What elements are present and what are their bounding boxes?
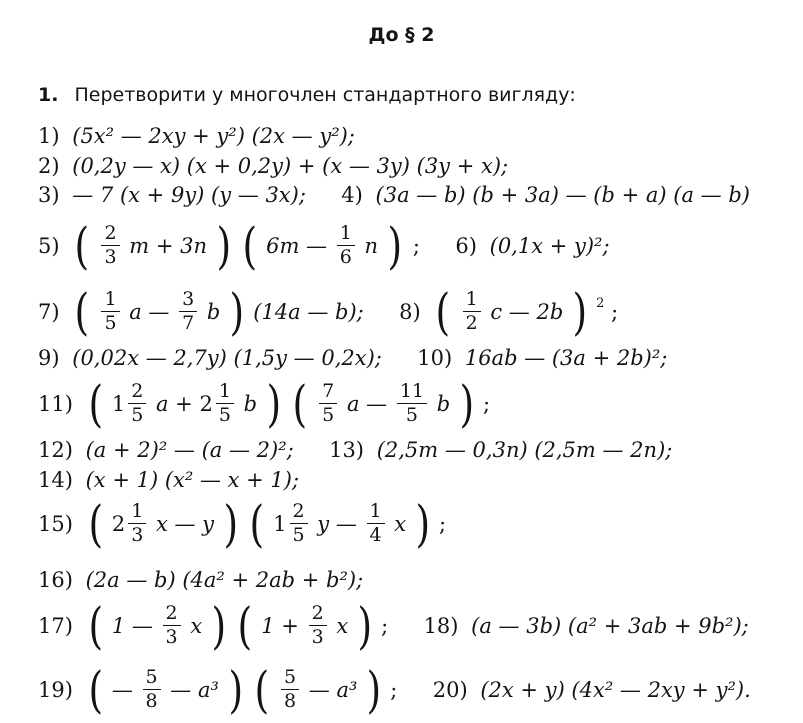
fraction: $\frac{1}{5}$	[101, 289, 119, 334]
item-8-end: ;	[611, 299, 619, 324]
section-title: До § 2	[368, 24, 435, 46]
item-4-number: 4)	[341, 182, 363, 207]
item-10-expression: 16ab — (3a + 2b)²;	[464, 345, 668, 370]
big-paren-open: (	[88, 660, 103, 719]
fraction: $\frac{11}{5}$	[397, 381, 427, 426]
item-8-exponent: 2	[596, 296, 605, 311]
exercise-line-11	[38, 566, 793, 592]
exercise-line-9	[38, 466, 793, 492]
item-12-number: 12)	[38, 437, 73, 462]
item-17-number: 17)	[38, 613, 73, 638]
item-3-expression: — 7 (x + 9y) (y — 3x);	[72, 182, 306, 207]
big-paren-open: (	[88, 596, 103, 655]
item-16-number: 16)	[38, 567, 73, 592]
item-19-end: ;	[390, 677, 398, 702]
item-7-part: b	[206, 299, 221, 324]
item-11-end: ;	[483, 391, 491, 416]
item-15-part: x	[394, 511, 407, 536]
item-11-part: a +	[155, 391, 193, 416]
mixed-number: 1 $\frac{2}{5}$	[112, 378, 149, 430]
item-8-part: c — 2b	[490, 299, 564, 324]
item-15-end: ;	[439, 511, 447, 536]
item-7-tail: (14a — b);	[253, 299, 364, 324]
big-paren-close: )	[223, 494, 238, 553]
item-5-number: 5)	[38, 233, 60, 258]
item-19-part: — a³	[308, 677, 358, 702]
fraction: $\frac{5}{8}$	[143, 667, 161, 712]
item-2-number: 2)	[38, 153, 60, 178]
big-paren-open: (	[435, 282, 451, 341]
big-paren-open: (	[88, 374, 103, 433]
item-17-part: x	[336, 613, 349, 638]
item-12-expression: (a + 2)² — (a — 2)²;	[85, 437, 294, 462]
big-paren-close: )	[266, 374, 281, 433]
big-paren-open: (	[74, 282, 90, 341]
exercise-line-3	[38, 181, 793, 207]
big-paren-close: )	[387, 216, 402, 275]
item-17-part: 1 +	[261, 613, 299, 638]
item-8-number: 8)	[399, 299, 421, 324]
item-10-number: 10)	[417, 345, 453, 370]
item-7-number: 7)	[38, 299, 60, 324]
item-11-part: b	[436, 391, 451, 416]
mixed-number: 2 $\frac{1}{5}$	[199, 378, 236, 430]
fraction: $\frac{3}{7}$	[179, 289, 197, 334]
item-6-number: 6)	[455, 233, 477, 258]
item-1-expression: (5x² — 2xy + y²) (2x — y²);	[72, 123, 355, 148]
item-14-number: 14)	[38, 467, 73, 492]
item-20-expression: (2x + y) (4x² — 2xy + y²).	[480, 677, 751, 702]
item-19-part: — a³	[170, 677, 219, 702]
exercise-line-1	[38, 122, 793, 148]
item-1-number: 1)	[38, 123, 60, 148]
fraction: $\frac{1}{6}$	[337, 223, 355, 268]
exercise-line-7	[38, 374, 793, 433]
exercise-line-8	[38, 436, 793, 462]
item-19-number: 19)	[38, 677, 73, 702]
exercise-line-10	[38, 494, 793, 553]
item-17-end: ;	[381, 613, 389, 638]
item-17-part: 1 —	[111, 613, 153, 638]
big-paren-open: (	[242, 216, 257, 275]
item-11-part: b	[243, 391, 258, 416]
item-20-number: 20)	[432, 677, 468, 702]
item-15-number: 15)	[38, 511, 73, 536]
item-16-expression: (2a — b) (4a² + 2ab + b²);	[85, 567, 364, 592]
task-heading	[38, 82, 793, 107]
item-13-expression: (2,5m — 0,3n) (2,5m — 2n);	[376, 437, 673, 462]
item-7-part: a —	[129, 299, 170, 324]
item-14-expression: (x + 1) (x² — x + 1);	[85, 467, 300, 492]
fraction: $\frac{2}{3}$	[101, 223, 119, 268]
task-text: Перетворити у многочлен стандартного вигляду:	[74, 83, 576, 106]
item-15-part: y —	[317, 511, 357, 536]
item-11-part: a —	[346, 391, 388, 416]
item-18-number: 18)	[423, 613, 459, 638]
exercise-line-13	[38, 660, 793, 719]
item-6-expression: (0,1x + y)²;	[489, 233, 610, 258]
item-2-expression: (0,2y — x) (x + 0,2y) + (x — 3y) (3y + x);	[72, 153, 509, 178]
fraction: $\frac{1}{2}$	[463, 289, 481, 334]
big-paren-close: )	[229, 282, 245, 341]
mixed-number: 1 $\frac{2}{5}$	[273, 498, 310, 550]
big-paren-close: )	[228, 660, 243, 719]
item-15-part: x — y	[155, 511, 215, 536]
mixed-number: 2 $\frac{1}{3}$	[112, 498, 149, 550]
fraction: $\frac{2}{3}$	[163, 603, 181, 648]
item-5-part: m + 3n	[129, 233, 207, 258]
big-paren-close: )	[415, 494, 430, 553]
exercise-line-2	[38, 152, 793, 178]
item-9-expression: (0,02x — 2,7y) (1,5y — 0,2x);	[72, 345, 382, 370]
item-13-number: 13)	[329, 437, 364, 462]
exercise-line-12	[38, 596, 793, 655]
item-9-number: 9)	[38, 345, 60, 370]
fraction: $\frac{1}{4}$	[367, 501, 385, 546]
item-11-number: 11)	[38, 391, 73, 416]
item-5-part: 6m —	[266, 233, 328, 258]
item-5-part: n	[364, 233, 379, 258]
item-17-part: x	[190, 613, 203, 638]
item-19-part: —	[111, 677, 133, 702]
fraction: $\frac{5}{8}$	[281, 667, 299, 712]
exercise-line-4	[38, 216, 793, 275]
big-paren-open: (	[88, 494, 103, 553]
item-18-expression: (a — 3b) (a² + 3ab + 9b²);	[471, 613, 749, 638]
task-number: 1.	[38, 83, 59, 106]
big-paren-close: )	[459, 374, 474, 433]
big-paren-open: (	[292, 374, 308, 433]
fraction: $\frac{7}{5}$	[319, 381, 337, 426]
fraction: $\frac{2}{3}$	[309, 603, 327, 648]
big-paren-open: (	[237, 596, 253, 655]
big-paren-open: (	[74, 216, 90, 275]
big-paren-close: )	[357, 596, 372, 655]
exercise-line-6	[38, 344, 793, 370]
big-paren-close: )	[216, 216, 231, 275]
big-paren-close: )	[211, 596, 226, 655]
item-3-number: 3)	[38, 182, 60, 207]
big-paren-close: )	[572, 282, 588, 341]
big-paren-open: (	[249, 494, 264, 553]
item-4-expression: (3a — b) (b + 3a) — (b + a) (a — b)	[375, 182, 750, 207]
item-5-end: ;	[412, 233, 420, 258]
big-paren-close: )	[366, 660, 382, 719]
big-paren-open: (	[254, 660, 269, 719]
exercise-line-5	[38, 278, 793, 341]
